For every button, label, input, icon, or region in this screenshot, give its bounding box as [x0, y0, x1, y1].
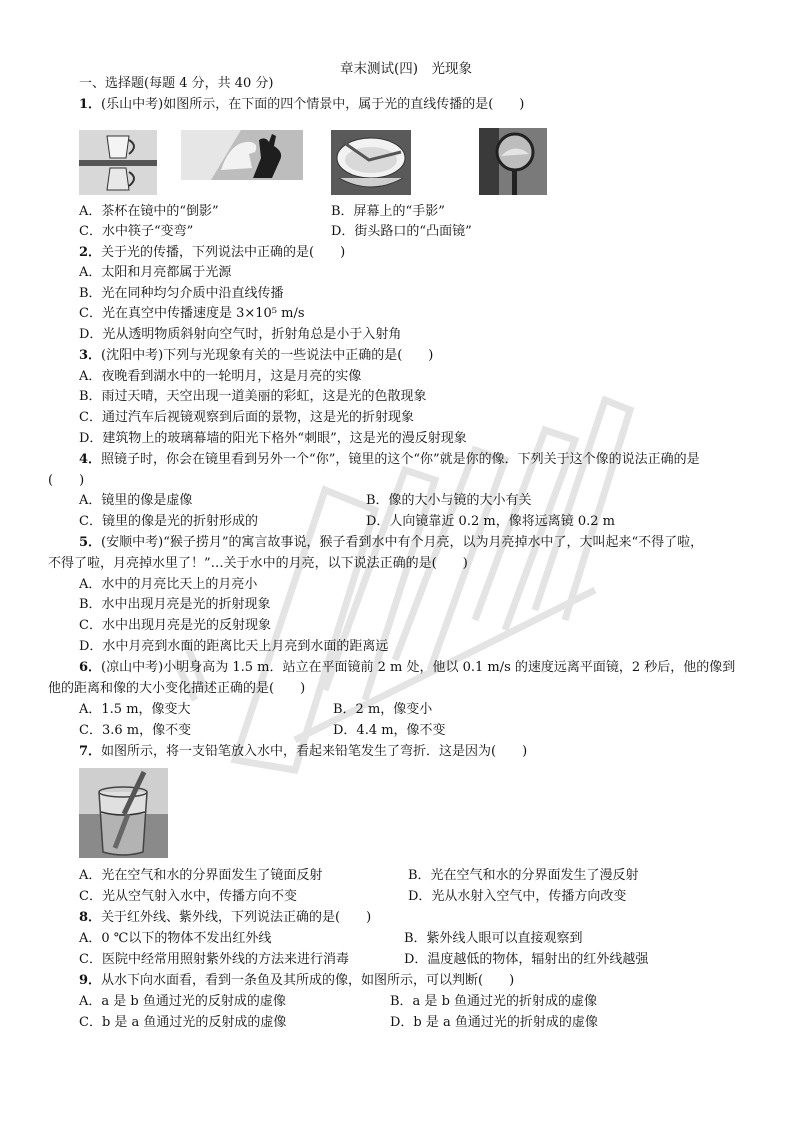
convex-mirror-image	[479, 128, 547, 195]
q6-option-d: D．4.4 m，像不变	[333, 723, 446, 738]
question-number: 7．	[79, 744, 102, 759]
question-8	[79, 909, 371, 927]
q7-option-c: C．光从空气射入水中，传播方向不变	[79, 889, 297, 904]
question-number: 1．	[79, 97, 102, 112]
q6-option-b: B．2 m，像变小	[333, 702, 433, 717]
question-stem: (乐山中考)如图所示，在下面的四个情景中，属于光的直线传播的是( )	[101, 97, 525, 112]
question-stem: 关于光的传播，下列说法中正确的是( )	[101, 245, 346, 260]
question-stem: 从水下向水面看，看到一条鱼及其所成的像，如图所示，可以判断( )	[101, 973, 515, 988]
q8-option-b: B．紫外线人眼可以直接观察到	[404, 931, 583, 946]
question-1	[79, 96, 524, 114]
q9-option-c: C．b 是 a 鱼通过光的反射成的虚像	[79, 1015, 287, 1030]
question-5	[79, 534, 703, 552]
question-stem: (安顺中考)“猴子捞月”的寓言故事说，猴子看到水中有个月亮，以为月亮掉水中了，大叫起来“不得了啦，	[101, 535, 704, 550]
chopsticks-in-water-image	[331, 130, 411, 195]
q9-option-b: B．a 是 b 鱼通过光的折射成的虚像	[390, 994, 598, 1009]
q3-option-a: A．夜晚看到湖水中的一轮明月，这是月亮的实像	[79, 369, 362, 384]
question-6	[79, 659, 735, 677]
q9-option-a: A．a 是 b 鱼通过光的反射成的虚像	[79, 994, 286, 1009]
question-6-line2: 他的距离和像的大小变化描述正确的是( )	[48, 681, 306, 696]
question-4-line2: ( )	[48, 473, 85, 488]
q5-option-c: C．水中出现月亮是光的反射现象	[79, 618, 271, 633]
section-heading: 一、选择题(每题 4 分，共 40 分)	[79, 76, 274, 91]
question-stem: (凉山中考)小明身高为 1.5 m．站立在平面镜前 2 m 处，他以 0.1 m/s 的速度远离平面镜，2 秒后，他的像到	[101, 660, 736, 675]
q3-option-d: D．建筑物上的玻璃幕墙的阳光下格外“刺眼”，这是光的漫反射现象	[79, 431, 467, 446]
hand-shadow-image	[181, 130, 303, 180]
question-stem: 关于红外线、紫外线，下列说法正确的是( )	[101, 910, 372, 925]
q5-option-d: D．水中月亮到水面的距离比天上月亮到水面的距离远	[79, 639, 389, 654]
q1-option-b: B．屏幕上的“手影”	[331, 204, 445, 219]
question-stem: 如图所示，将一支铅笔放入水中，看起来铅笔发生了弯折．这是因为( )	[101, 744, 528, 759]
q4-option-a: A．镜里的像是虚像	[79, 493, 193, 508]
q7-option-b: B．光在空气和水的分界面发生了漫反射	[408, 868, 639, 883]
question-9	[79, 972, 514, 990]
q4-option-b: B．像的大小与镜的大小有关	[366, 493, 532, 508]
q8-option-d: D．温度越低的物体，辐射出的红外线越强	[404, 952, 649, 967]
q5-option-b: B．水中出现月亮是光的折射现象	[79, 597, 271, 612]
question-number: 9．	[79, 973, 102, 988]
question-number: 2．	[79, 245, 102, 260]
pencil-in-water-image	[79, 768, 168, 858]
q3-option-b: B．雨过天晴，天空出现一道美丽的彩虹，这是光的色散现象	[79, 389, 427, 404]
question-2	[79, 244, 345, 262]
q7-option-a: A．光在空气和水的分界面发生了镜面反射	[79, 868, 323, 883]
q1-option-d: D．街头路口的“凸面镜”	[331, 224, 472, 239]
question-7	[79, 743, 527, 761]
q5-option-a: A．水中的月亮比天上的月亮小	[79, 577, 258, 592]
question-number: 5．	[79, 535, 102, 550]
q1-option-a: A．茶杯在镜中的“倒影”	[79, 204, 219, 219]
question-number: 3．	[79, 348, 102, 363]
page-title: 章末测试(四) 光现象	[340, 61, 473, 77]
q4-option-c: C．镜里的像是光的折射形成的	[79, 514, 258, 529]
question-stem: (沈阳中考)下列与光现象有关的一些说法中正确的是( )	[101, 348, 434, 363]
teacup-mirror-image	[79, 130, 157, 195]
q7-option-d: D．光从水射入空气中，传播方向改变	[408, 889, 627, 904]
question-3	[79, 347, 433, 365]
q6-option-a: A．1.5 m，像变大	[79, 702, 191, 717]
q8-option-a: A．0 ℃以下的物体不发出红外线	[79, 931, 272, 946]
question-4	[79, 451, 700, 469]
q4-option-d: D．人向镜靠近 0.2 m，像将远离镜 0.2 m	[366, 514, 615, 529]
question-number: 6．	[79, 660, 102, 675]
question-5-line2: 不得了啦，月亮掉水里了！”…关于水中的月亮，以下说法正确的是( )	[48, 556, 468, 571]
q2-option-d: D．光从透明物质斜射向空气时，折射角总是小于入射角	[79, 327, 402, 342]
q2-option-b: B．光在同种均匀介质中沿直线传播	[79, 286, 284, 301]
q2-option-a: A．太阳和月亮都属于光源	[79, 265, 232, 280]
question-number: 8．	[79, 910, 102, 925]
question-number: 4．	[79, 452, 102, 467]
q3-option-c: C．通过汽车后视镜观察到后面的景物，这是光的折射现象	[79, 410, 414, 425]
q2-option-c: C．光在真空中传播速度是 3×10⁵ m/s	[79, 306, 305, 321]
question-stem: 照镜子时，你会在镜里看到另外一个“你”，镜里的这个“你”就是你的像．下列关于这个像的说法正确的是	[101, 452, 700, 467]
q1-option-c: C．水中筷子“变弯”	[79, 224, 194, 239]
q6-option-c: C．3.6 m，像不变	[79, 723, 192, 738]
q9-option-d: D．b 是 a 鱼通过光的折射成的虚像	[390, 1015, 598, 1030]
q8-option-c: C．医院中经常用照射紫外线的方法来进行消毒	[79, 952, 349, 967]
